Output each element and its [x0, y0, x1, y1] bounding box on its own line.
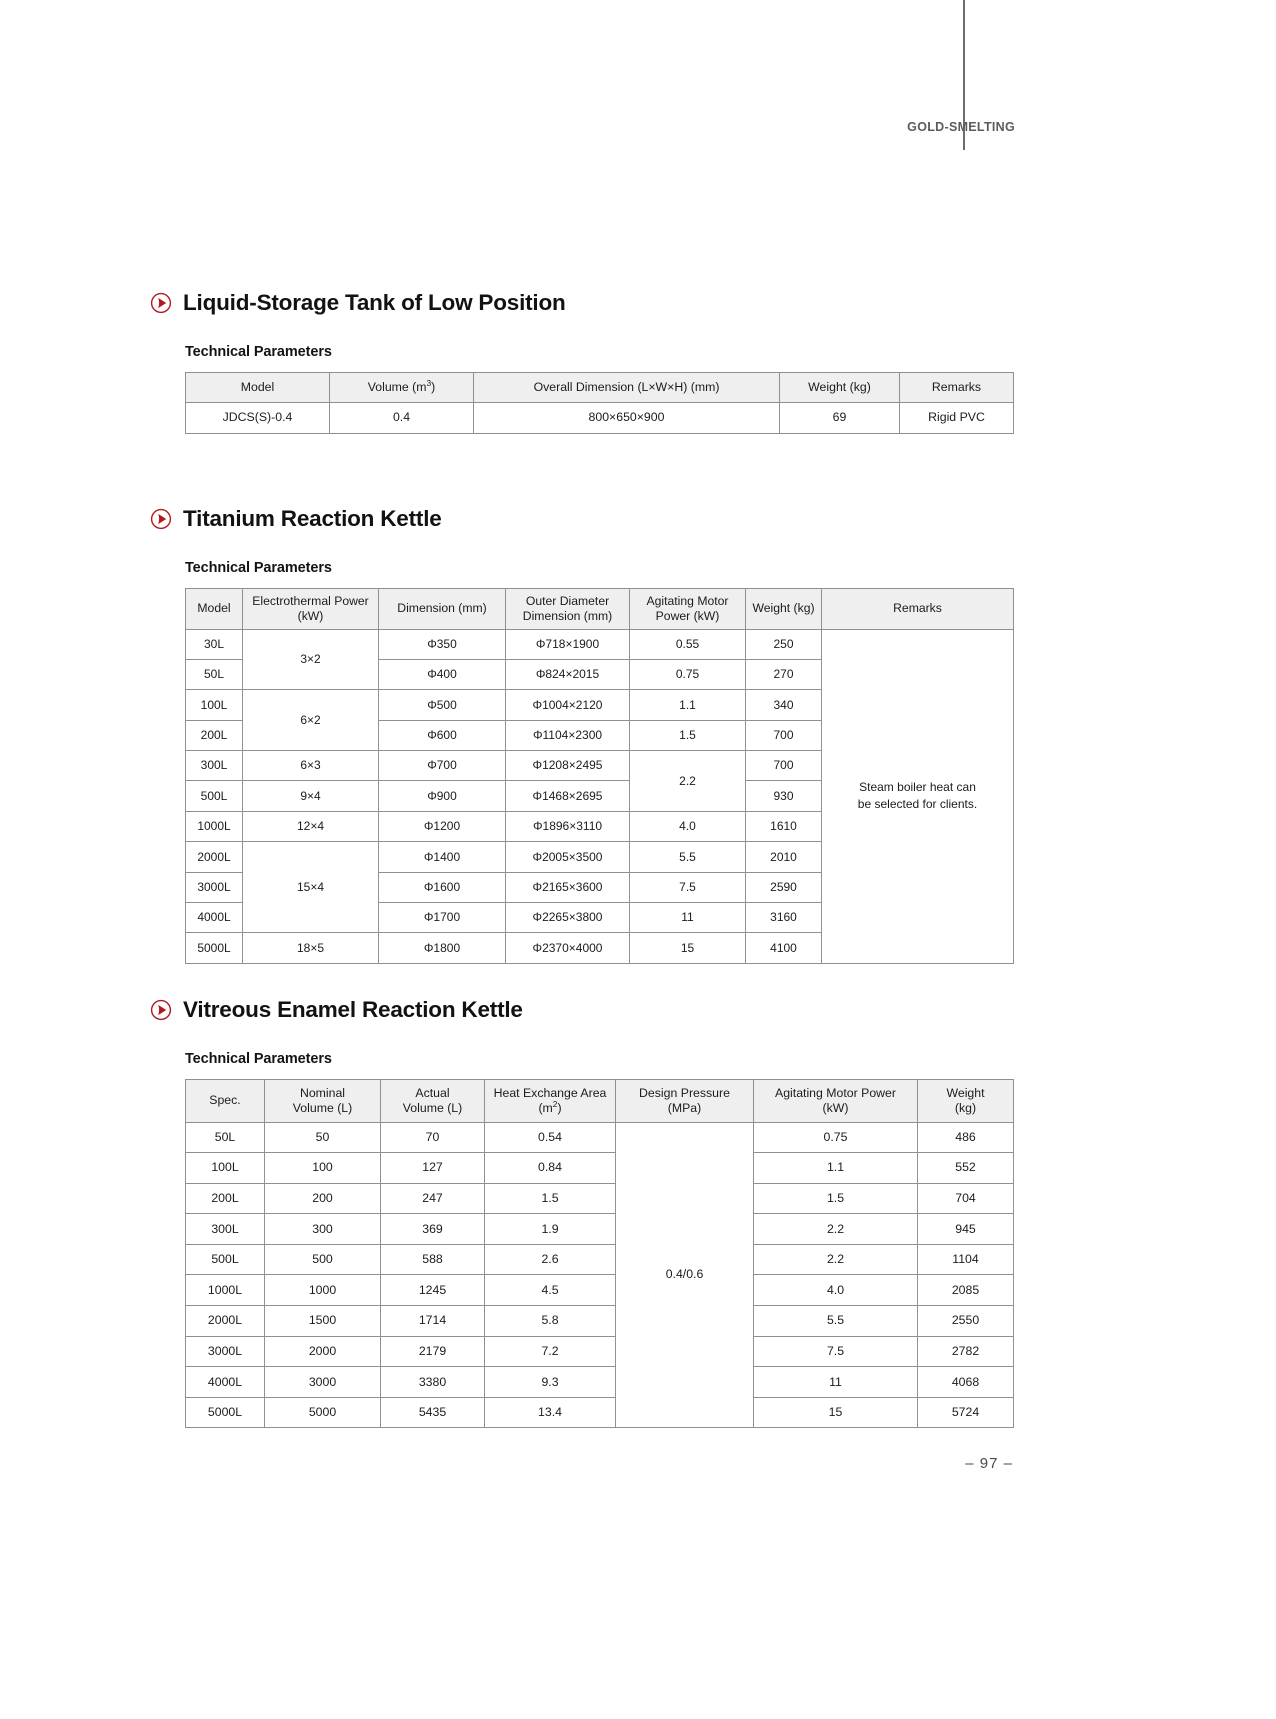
- circle-arrow-icon: [150, 292, 172, 314]
- table-row: [186, 1336, 1014, 1367]
- cell-weight: 2085: [918, 1275, 1014, 1306]
- cell-actual: 1245: [381, 1275, 485, 1306]
- vitreous-enamel-parameters-table: [185, 1079, 1014, 1429]
- cell-dimension: Φ400: [379, 659, 506, 689]
- cell-agitating: 5.5: [630, 842, 746, 872]
- cell-model: 300L: [186, 751, 243, 781]
- column-header-model: Model: [186, 372, 330, 402]
- cell-dimension: Φ1600: [379, 872, 506, 902]
- section-heading: [150, 292, 1014, 315]
- cell-power: 3×2: [243, 629, 379, 690]
- cell-nominal: 500: [265, 1244, 381, 1275]
- cell-outer: Φ718×1900: [506, 629, 630, 659]
- table-row: [186, 1367, 1014, 1398]
- cell-nominal: 200: [265, 1183, 381, 1214]
- cell-spec: 3000L: [186, 1336, 265, 1367]
- cell-nominal: 3000: [265, 1367, 381, 1398]
- table-header-row: [186, 1079, 1014, 1122]
- cell-spec: 50L: [186, 1122, 265, 1153]
- cell-heat: 0.84: [485, 1153, 616, 1184]
- actual-line-1: Actual: [415, 1085, 450, 1100]
- cell-outer: Φ1104×2300: [506, 720, 630, 750]
- cell-weight: 2550: [918, 1306, 1014, 1337]
- section-subtitle: Technical Parameters: [185, 559, 332, 576]
- remarks-line-1: Steam boiler heat can: [859, 779, 976, 794]
- cell-outer: Φ824×2015: [506, 659, 630, 689]
- circle-arrow-icon: [150, 508, 172, 530]
- cell-dimension: 800×650×900: [474, 402, 780, 433]
- cell-model: 200L: [186, 720, 243, 750]
- section-title: Vitreous Enamel Reaction Kettle: [183, 997, 523, 1022]
- column-header-overall-dimension: Overall Dimension (L×W×H) (mm): [474, 372, 780, 402]
- cell-weight: 5724: [918, 1397, 1014, 1428]
- agitating-line-1: Agitating Motor Power: [775, 1085, 896, 1100]
- table-row: [186, 1153, 1014, 1184]
- cell-spec: 200L: [186, 1183, 265, 1214]
- cell-nominal: 300: [265, 1214, 381, 1245]
- cell-weight: 69: [780, 402, 900, 433]
- cell-weight: 1610: [746, 811, 822, 841]
- cell-actual: 70: [381, 1122, 485, 1153]
- column-header-weight: [918, 1079, 1014, 1122]
- cell-agitating: 1.1: [630, 690, 746, 720]
- cell-heat: 0.54: [485, 1122, 616, 1153]
- cell-dimension: Φ1200: [379, 811, 506, 841]
- cell-weight: 945: [918, 1214, 1014, 1245]
- cell-weight: 2782: [918, 1336, 1014, 1367]
- cell-model: 500L: [186, 781, 243, 811]
- cell-nominal: 2000: [265, 1336, 381, 1367]
- table-row: [186, 1122, 1014, 1153]
- cell-agitating: 2.2: [630, 751, 746, 812]
- cell-weight: 2010: [746, 842, 822, 872]
- cell-power: 6×3: [243, 751, 379, 781]
- cell-agitating: 0.75: [630, 659, 746, 689]
- cell-agitating: 1.5: [630, 720, 746, 750]
- actual-line-2: Volume (L): [402, 1100, 463, 1115]
- cell-nominal: 5000: [265, 1397, 381, 1428]
- cell-agitating: 7.5: [630, 872, 746, 902]
- agitating-line-2: Power (kW): [655, 608, 720, 623]
- cell-agitating: 0.55: [630, 629, 746, 659]
- cell-spec: 100L: [186, 1153, 265, 1184]
- volume-label: Volume (m: [367, 379, 427, 394]
- table-row: [186, 1397, 1014, 1428]
- cell-weight: 700: [746, 751, 822, 781]
- nominal-line-1: Nominal: [299, 1085, 346, 1100]
- outer-line-1: Outer Diameter: [525, 593, 610, 608]
- cell-dimension: Φ900: [379, 781, 506, 811]
- cell-actual: 127: [381, 1153, 485, 1184]
- cell-spec: 5000L: [186, 1397, 265, 1428]
- cell-dimension: Φ1800: [379, 933, 506, 963]
- pressure-line-1: Design Pressure: [639, 1085, 730, 1100]
- cell-agitating: 11: [630, 903, 746, 933]
- cell-actual: 5435: [381, 1397, 485, 1428]
- cell-weight: 340: [746, 690, 822, 720]
- table-header-row: [186, 372, 1014, 402]
- cell-remarks: [822, 629, 1014, 963]
- agitating-line-1: Agitating Motor: [646, 593, 729, 608]
- section-heading: [150, 508, 1014, 531]
- volume-paren: ): [431, 379, 436, 394]
- cell-dimension: Φ1400: [379, 842, 506, 872]
- table-row: [186, 1306, 1014, 1337]
- column-header-weight: Weight (kg): [780, 372, 900, 402]
- heat-unit-pre: (m: [538, 1100, 553, 1115]
- cell-agitating: 1.1: [754, 1153, 918, 1184]
- column-header-heat-exchange-area: [485, 1079, 616, 1122]
- power-line-1: Electrothermal Power: [252, 593, 369, 608]
- cell-agitating: 2.2: [754, 1244, 918, 1275]
- cell-nominal: 100: [265, 1153, 381, 1184]
- cell-heat: 7.2: [485, 1336, 616, 1367]
- column-header-agitating-motor-power: [630, 588, 746, 629]
- section-heading: [150, 999, 1014, 1022]
- cell-heat: 4.5: [485, 1275, 616, 1306]
- cell-model: 30L: [186, 629, 243, 659]
- cell-weight: 4068: [918, 1367, 1014, 1398]
- cell-heat: 2.6: [485, 1244, 616, 1275]
- cell-weight: 930: [746, 781, 822, 811]
- header-category-label: GOLD-SMELTING: [907, 120, 1015, 134]
- nominal-line-2: Volume (L): [292, 1100, 353, 1115]
- cell-power: 9×4: [243, 781, 379, 811]
- weight-line-1: Weight: [946, 1085, 985, 1100]
- cell-dimension: Φ500: [379, 690, 506, 720]
- cell-nominal: 50: [265, 1122, 381, 1153]
- cell-agitating: 0.75: [754, 1122, 918, 1153]
- cell-actual: 2179: [381, 1336, 485, 1367]
- cell-heat: 1.5: [485, 1183, 616, 1214]
- power-line-2: (kW): [297, 608, 324, 623]
- cell-agitating: 5.5: [754, 1306, 918, 1337]
- section-vitreous-enamel-reaction-kettle: [150, 999, 1014, 1428]
- cell-agitating: 15: [630, 933, 746, 963]
- cell-heat: 5.8: [485, 1306, 616, 1337]
- cell-model: 50L: [186, 659, 243, 689]
- cell-remarks: Rigid PVC: [900, 402, 1014, 433]
- cell-agitating: 2.2: [754, 1214, 918, 1245]
- cell-heat: 13.4: [485, 1397, 616, 1428]
- column-header-remarks: Remarks: [900, 372, 1014, 402]
- page-number: – 97 –: [965, 1455, 1013, 1472]
- cell-power: 15×4: [243, 842, 379, 933]
- table-row: [186, 1183, 1014, 1214]
- cell-weight: 552: [918, 1153, 1014, 1184]
- column-header-dimension: Dimension (mm): [379, 588, 506, 629]
- liquid-storage-parameters-table: [185, 372, 1014, 434]
- section-titanium-reaction-kettle: [150, 508, 1014, 964]
- heat-unit-post: ): [557, 1100, 562, 1115]
- agitating-line-2: (kW): [822, 1100, 849, 1115]
- cell-power: 12×4: [243, 811, 379, 841]
- section-title: Liquid-Storage Tank of Low Position: [183, 290, 566, 315]
- cell-weight: 704: [918, 1183, 1014, 1214]
- column-header-outer-diameter: [506, 588, 630, 629]
- volume-exponent: 3: [426, 377, 432, 388]
- cell-outer: Φ1896×3110: [506, 811, 630, 841]
- cell-design-pressure: 0.4/0.6: [616, 1122, 754, 1428]
- column-header-remarks: Remarks: [822, 588, 1014, 629]
- section-liquid-storage-tank: [150, 292, 1014, 434]
- cell-weight: 2590: [746, 872, 822, 902]
- cell-outer: Φ1468×2695: [506, 781, 630, 811]
- pressure-line-2: (MPa): [667, 1100, 702, 1115]
- column-header-design-pressure: [616, 1079, 754, 1122]
- weight-line-2: (kg): [954, 1100, 977, 1115]
- column-header-agitating-motor-power: [754, 1079, 918, 1122]
- page-header: [0, 0, 1276, 160]
- cell-outer: Φ2005×3500: [506, 842, 630, 872]
- cell-model: JDCS(S)-0.4: [186, 402, 330, 433]
- circle-arrow-icon: [150, 999, 172, 1021]
- table-row: [186, 1244, 1014, 1275]
- titanium-kettle-parameters-table: [185, 588, 1014, 964]
- column-header-electrothermal-power: [243, 588, 379, 629]
- column-header-volume: [330, 372, 474, 402]
- cell-agitating: 11: [754, 1367, 918, 1398]
- cell-dimension: Φ700: [379, 751, 506, 781]
- column-header-model: Model: [186, 588, 243, 629]
- cell-dimension: Φ600: [379, 720, 506, 750]
- cell-model: 5000L: [186, 933, 243, 963]
- cell-weight: 700: [746, 720, 822, 750]
- cell-actual: 3380: [381, 1367, 485, 1398]
- cell-heat: 1.9: [485, 1214, 616, 1245]
- column-header-spec: Spec.: [186, 1079, 265, 1122]
- cell-spec: 1000L: [186, 1275, 265, 1306]
- cell-actual: 247: [381, 1183, 485, 1214]
- heat-unit-exponent: 2: [552, 1098, 558, 1109]
- cell-weight: 1104: [918, 1244, 1014, 1275]
- cell-agitating: 15: [754, 1397, 918, 1428]
- cell-weight: 4100: [746, 933, 822, 963]
- table-row: [186, 402, 1014, 433]
- cell-dimension: Φ1700: [379, 903, 506, 933]
- cell-weight: 250: [746, 629, 822, 659]
- cell-weight: 3160: [746, 903, 822, 933]
- table-row: [186, 1214, 1014, 1245]
- table-row: [186, 629, 1014, 659]
- cell-model: 3000L: [186, 872, 243, 902]
- column-header-weight: Weight (kg): [746, 588, 822, 629]
- cell-outer: Φ1004×2120: [506, 690, 630, 720]
- cell-volume: 0.4: [330, 402, 474, 433]
- cell-heat: 9.3: [485, 1367, 616, 1398]
- cell-spec: 300L: [186, 1214, 265, 1245]
- cell-outer: Φ2370×4000: [506, 933, 630, 963]
- section-subtitle: Technical Parameters: [185, 1050, 332, 1067]
- cell-spec: 500L: [186, 1244, 265, 1275]
- cell-weight: 270: [746, 659, 822, 689]
- cell-spec: 2000L: [186, 1306, 265, 1337]
- cell-nominal: 1500: [265, 1306, 381, 1337]
- cell-outer: Φ2265×3800: [506, 903, 630, 933]
- outer-line-2: Dimension (mm): [522, 608, 613, 623]
- remarks-line-2: be selected for clients.: [857, 797, 978, 812]
- cell-outer: Φ1208×2495: [506, 751, 630, 781]
- heat-line-1: Heat Exchange Area: [493, 1085, 607, 1100]
- cell-dimension: Φ350: [379, 629, 506, 659]
- cell-model: 2000L: [186, 842, 243, 872]
- section-subtitle: Technical Parameters: [185, 343, 332, 360]
- cell-model: 4000L: [186, 903, 243, 933]
- cell-spec: 4000L: [186, 1367, 265, 1398]
- cell-agitating: 4.0: [630, 811, 746, 841]
- cell-actual: 1714: [381, 1306, 485, 1337]
- cell-outer: Φ2165×3600: [506, 872, 630, 902]
- table-header-row: [186, 588, 1014, 629]
- cell-nominal: 1000: [265, 1275, 381, 1306]
- cell-model: 100L: [186, 690, 243, 720]
- cell-actual: 369: [381, 1214, 485, 1245]
- column-header-nominal-volume: [265, 1079, 381, 1122]
- cell-model: 1000L: [186, 811, 243, 841]
- section-title: Titanium Reaction Kettle: [183, 506, 442, 531]
- cell-actual: 588: [381, 1244, 485, 1275]
- cell-weight: 486: [918, 1122, 1014, 1153]
- column-header-actual-volume: [381, 1079, 485, 1122]
- cell-agitating: 1.5: [754, 1183, 918, 1214]
- cell-power: 18×5: [243, 933, 379, 963]
- cell-agitating: 4.0: [754, 1275, 918, 1306]
- cell-power: 6×2: [243, 690, 379, 751]
- cell-agitating: 7.5: [754, 1336, 918, 1367]
- table-row: [186, 1275, 1014, 1306]
